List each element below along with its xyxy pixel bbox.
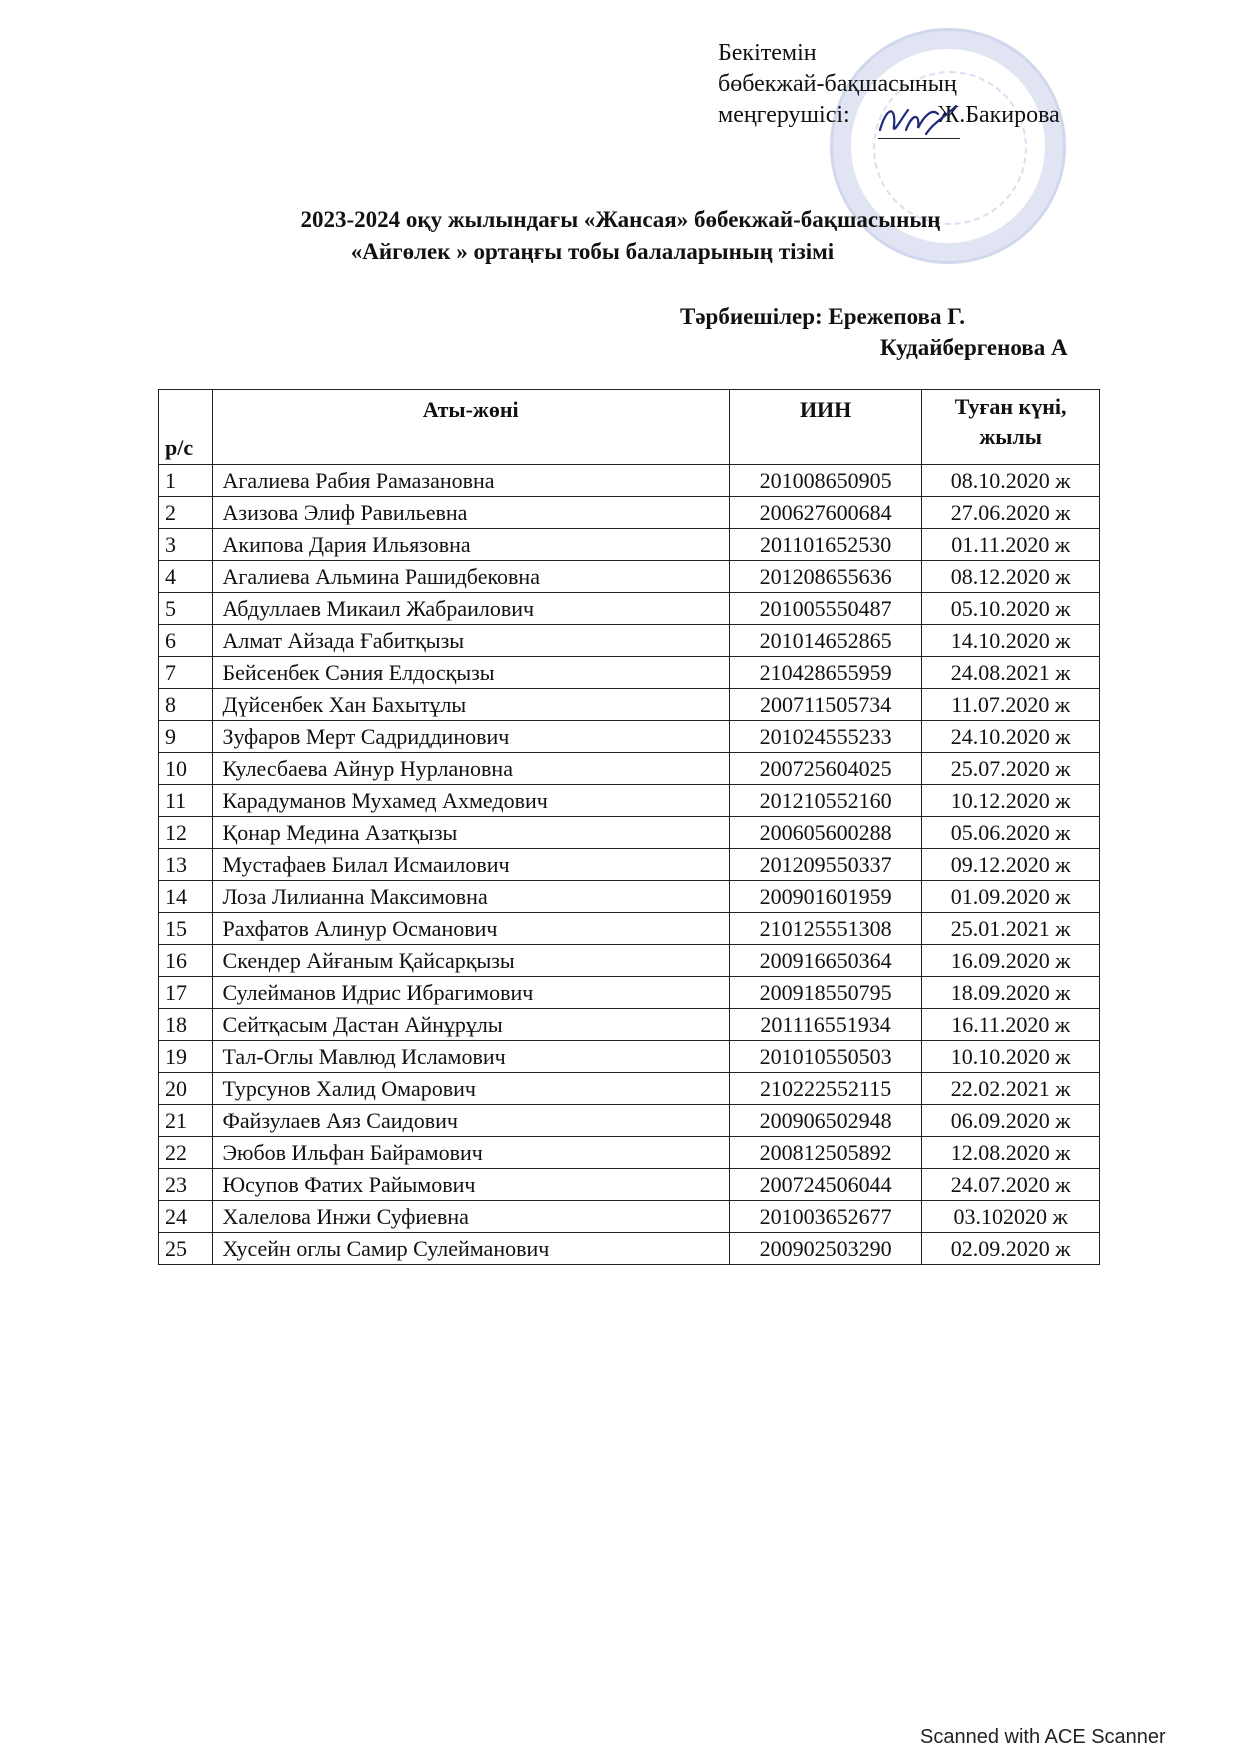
header-birth-date-line-2: жылы <box>979 424 1042 449</box>
table-row <box>159 1169 1100 1201</box>
teachers-block <box>680 301 1068 363</box>
table-row <box>159 561 1100 593</box>
child-birth-date: 06.09.2020 ж <box>922 1105 1100 1137</box>
child-birth-date: 12.08.2020 ж <box>922 1137 1100 1169</box>
table-row <box>159 529 1100 561</box>
children-list-table <box>158 389 1100 1265</box>
row-number: 10 <box>159 753 213 785</box>
child-birth-date: 10.12.2020 ж <box>922 785 1100 817</box>
row-number: 3 <box>159 529 213 561</box>
child-iin: 201010550503 <box>729 1041 921 1073</box>
child-name: Файзулаев Аяз Саидович <box>212 1105 729 1137</box>
child-name: Халелова Инжи Суфиевна <box>212 1201 729 1233</box>
child-iin: 201210552160 <box>729 785 921 817</box>
child-name: Алмат Айзада Ғабитқызы <box>212 625 729 657</box>
table-row <box>159 817 1100 849</box>
child-name: Акипова Дария Ильязовна <box>212 529 729 561</box>
child-name: Хусейн оглы Самир Сулейманович <box>212 1233 729 1265</box>
child-birth-date: 08.10.2020 ж <box>922 465 1100 497</box>
child-birth-date: 25.07.2020 ж <box>922 753 1100 785</box>
child-iin: 201008650905 <box>729 465 921 497</box>
row-number: 2 <box>159 497 213 529</box>
child-name: Юсупов Фатих Райымович <box>212 1169 729 1201</box>
approval-line-2: бөбекжай-бақшасының <box>718 71 957 97</box>
child-name: Абдуллаев Микаил Жабраилович <box>212 593 729 625</box>
child-birth-date: 25.01.2021 ж <box>922 913 1100 945</box>
table-row <box>159 1009 1100 1041</box>
child-birth-date: 16.11.2020 ж <box>922 1009 1100 1041</box>
child-name: Мустафаев Билал Исмаилович <box>212 849 729 881</box>
table-row <box>159 849 1100 881</box>
table-row <box>159 1233 1100 1265</box>
table-row <box>159 945 1100 977</box>
teachers-line-2: Кудайбергенова А <box>880 335 1068 360</box>
child-iin: 200711505734 <box>729 689 921 721</box>
row-number: 22 <box>159 1137 213 1169</box>
child-iin: 200812505892 <box>729 1137 921 1169</box>
child-birth-date: 24.10.2020 ж <box>922 721 1100 753</box>
child-iin: 200918550795 <box>729 977 921 1009</box>
row-number: 5 <box>159 593 213 625</box>
child-birth-date: 14.10.2020 ж <box>922 625 1100 657</box>
child-name: Турсунов Халид Омарович <box>212 1073 729 1105</box>
approval-position: меңгерушісі: <box>718 102 850 128</box>
child-name: Эюбов Ильфан Байрамович <box>212 1137 729 1169</box>
header-birth-date-line-1: Туған күні, <box>954 394 1067 419</box>
child-iin: 201014652865 <box>729 625 921 657</box>
child-iin: 201209550337 <box>729 849 921 881</box>
table-row <box>159 1105 1100 1137</box>
child-birth-date: 16.09.2020 ж <box>922 945 1100 977</box>
table-row <box>159 497 1100 529</box>
child-name: Дүйсенбек Хан Бахытұлы <box>212 689 729 721</box>
table-row <box>159 1073 1100 1105</box>
table-row <box>159 1041 1100 1073</box>
child-birth-date: 24.07.2020 ж <box>922 1169 1100 1201</box>
table-header-row <box>159 390 1100 465</box>
document-title-line-2: «Айгөлек » ортаңғы тобы балаларының тізімі <box>350 239 835 264</box>
child-name: Агалиева Рабия Рамазановна <box>212 465 729 497</box>
child-iin: 201101652530 <box>729 529 921 561</box>
child-iin: 210428655959 <box>729 657 921 689</box>
child-name: Тал-Оглы Мавлюд Исламович <box>212 1041 729 1073</box>
child-name: Агалиева Альмина Рашидбековна <box>212 561 729 593</box>
table-row <box>159 657 1100 689</box>
child-iin: 201116551934 <box>729 1009 921 1041</box>
child-iin: 200725604025 <box>729 753 921 785</box>
child-iin: 200901601959 <box>729 881 921 913</box>
child-birth-date: 02.09.2020 ж <box>922 1233 1100 1265</box>
child-name: Сейтқасым Дастан Айнұрұлы <box>212 1009 729 1041</box>
header-name: Аты-жөні <box>212 390 729 465</box>
child-iin: 200906502948 <box>729 1105 921 1137</box>
row-number: 13 <box>159 849 213 881</box>
row-number: 7 <box>159 657 213 689</box>
approval-line-1: Бекітемін <box>718 40 817 66</box>
document-title-line-1: 2023-2024 оқу жылындағы «Жансая» бөбекжай-бақшасының <box>300 207 941 232</box>
child-birth-date: 11.07.2020 ж <box>922 689 1100 721</box>
header-number: р/с <box>159 390 213 465</box>
child-iin: 200627600684 <box>729 497 921 529</box>
child-name: Рахфатов Алинур Османович <box>212 913 729 945</box>
child-birth-date: 05.06.2020 ж <box>922 817 1100 849</box>
child-name: Қонар Медина Азатқызы <box>212 817 729 849</box>
child-name: Лоза Лилианна Максимовна <box>212 881 729 913</box>
row-number: 12 <box>159 817 213 849</box>
row-number: 17 <box>159 977 213 1009</box>
child-name: Карадуманов Мухамед Ахмедович <box>212 785 729 817</box>
child-iin: 210222552115 <box>729 1073 921 1105</box>
child-birth-date: 01.11.2020 ж <box>922 529 1100 561</box>
child-birth-date: 22.02.2021 ж <box>922 1073 1100 1105</box>
child-birth-date: 27.06.2020 ж <box>922 497 1100 529</box>
table-row <box>159 913 1100 945</box>
child-name: Бейсенбек Сәния Елдосқызы <box>212 657 729 689</box>
row-number: 16 <box>159 945 213 977</box>
child-iin: 201005550487 <box>729 593 921 625</box>
table-row <box>159 689 1100 721</box>
row-number: 4 <box>159 561 213 593</box>
table-row <box>159 625 1100 657</box>
teachers-line-1: Тәрбиешілер: Ережепова Г. <box>680 304 965 329</box>
row-number: 8 <box>159 689 213 721</box>
row-number: 18 <box>159 1009 213 1041</box>
child-iin: 200916650364 <box>729 945 921 977</box>
child-iin: 201024555233 <box>729 721 921 753</box>
child-name: Зуфаров Мерт Садриддинович <box>212 721 729 753</box>
row-number: 21 <box>159 1105 213 1137</box>
child-birth-date: 08.12.2020 ж <box>922 561 1100 593</box>
row-number: 23 <box>159 1169 213 1201</box>
child-name: Азизова Элиф Равильевна <box>212 497 729 529</box>
row-number: 15 <box>159 913 213 945</box>
table-row <box>159 785 1100 817</box>
table-row <box>159 881 1100 913</box>
row-number: 25 <box>159 1233 213 1265</box>
row-number: 6 <box>159 625 213 657</box>
row-number: 24 <box>159 1201 213 1233</box>
header-iin: ИИН <box>729 390 921 465</box>
child-birth-date: 10.10.2020 ж <box>922 1041 1100 1073</box>
child-iin: 200902503290 <box>729 1233 921 1265</box>
row-number: 20 <box>159 1073 213 1105</box>
child-iin: 200724506044 <box>729 1169 921 1201</box>
child-iin: 201003652677 <box>729 1201 921 1233</box>
table-row <box>159 753 1100 785</box>
child-name: Скендер Айғаным Қайсарқызы <box>212 945 729 977</box>
row-number: 11 <box>159 785 213 817</box>
child-birth-date: 09.12.2020 ж <box>922 849 1100 881</box>
child-iin: 210125551308 <box>729 913 921 945</box>
scanner-watermark: Scanned with ACE Scanner <box>920 1726 1166 1748</box>
approval-head-name: Ж.Бакирова <box>937 102 1060 128</box>
table-row <box>159 977 1100 1009</box>
child-name: Кулесбаева Айнур Нурлановна <box>212 753 729 785</box>
child-name: Сулейманов Идрис Ибрагимович <box>212 977 729 1009</box>
table-row <box>159 721 1100 753</box>
header-birth-date <box>922 390 1100 465</box>
table-row <box>159 593 1100 625</box>
child-birth-date: 03.102020 ж <box>922 1201 1100 1233</box>
row-number: 19 <box>159 1041 213 1073</box>
child-birth-date: 01.09.2020 ж <box>922 881 1100 913</box>
signature-line <box>878 138 960 139</box>
child-birth-date: 24.08.2021 ж <box>922 657 1100 689</box>
child-iin: 200605600288 <box>729 817 921 849</box>
table-row <box>159 1137 1100 1169</box>
row-number: 9 <box>159 721 213 753</box>
child-iin: 201208655636 <box>729 561 921 593</box>
table-row <box>159 1201 1100 1233</box>
row-number: 1 <box>159 465 213 497</box>
table-row <box>159 465 1100 497</box>
child-birth-date: 18.09.2020 ж <box>922 977 1100 1009</box>
child-birth-date: 05.10.2020 ж <box>922 593 1100 625</box>
row-number: 14 <box>159 881 213 913</box>
